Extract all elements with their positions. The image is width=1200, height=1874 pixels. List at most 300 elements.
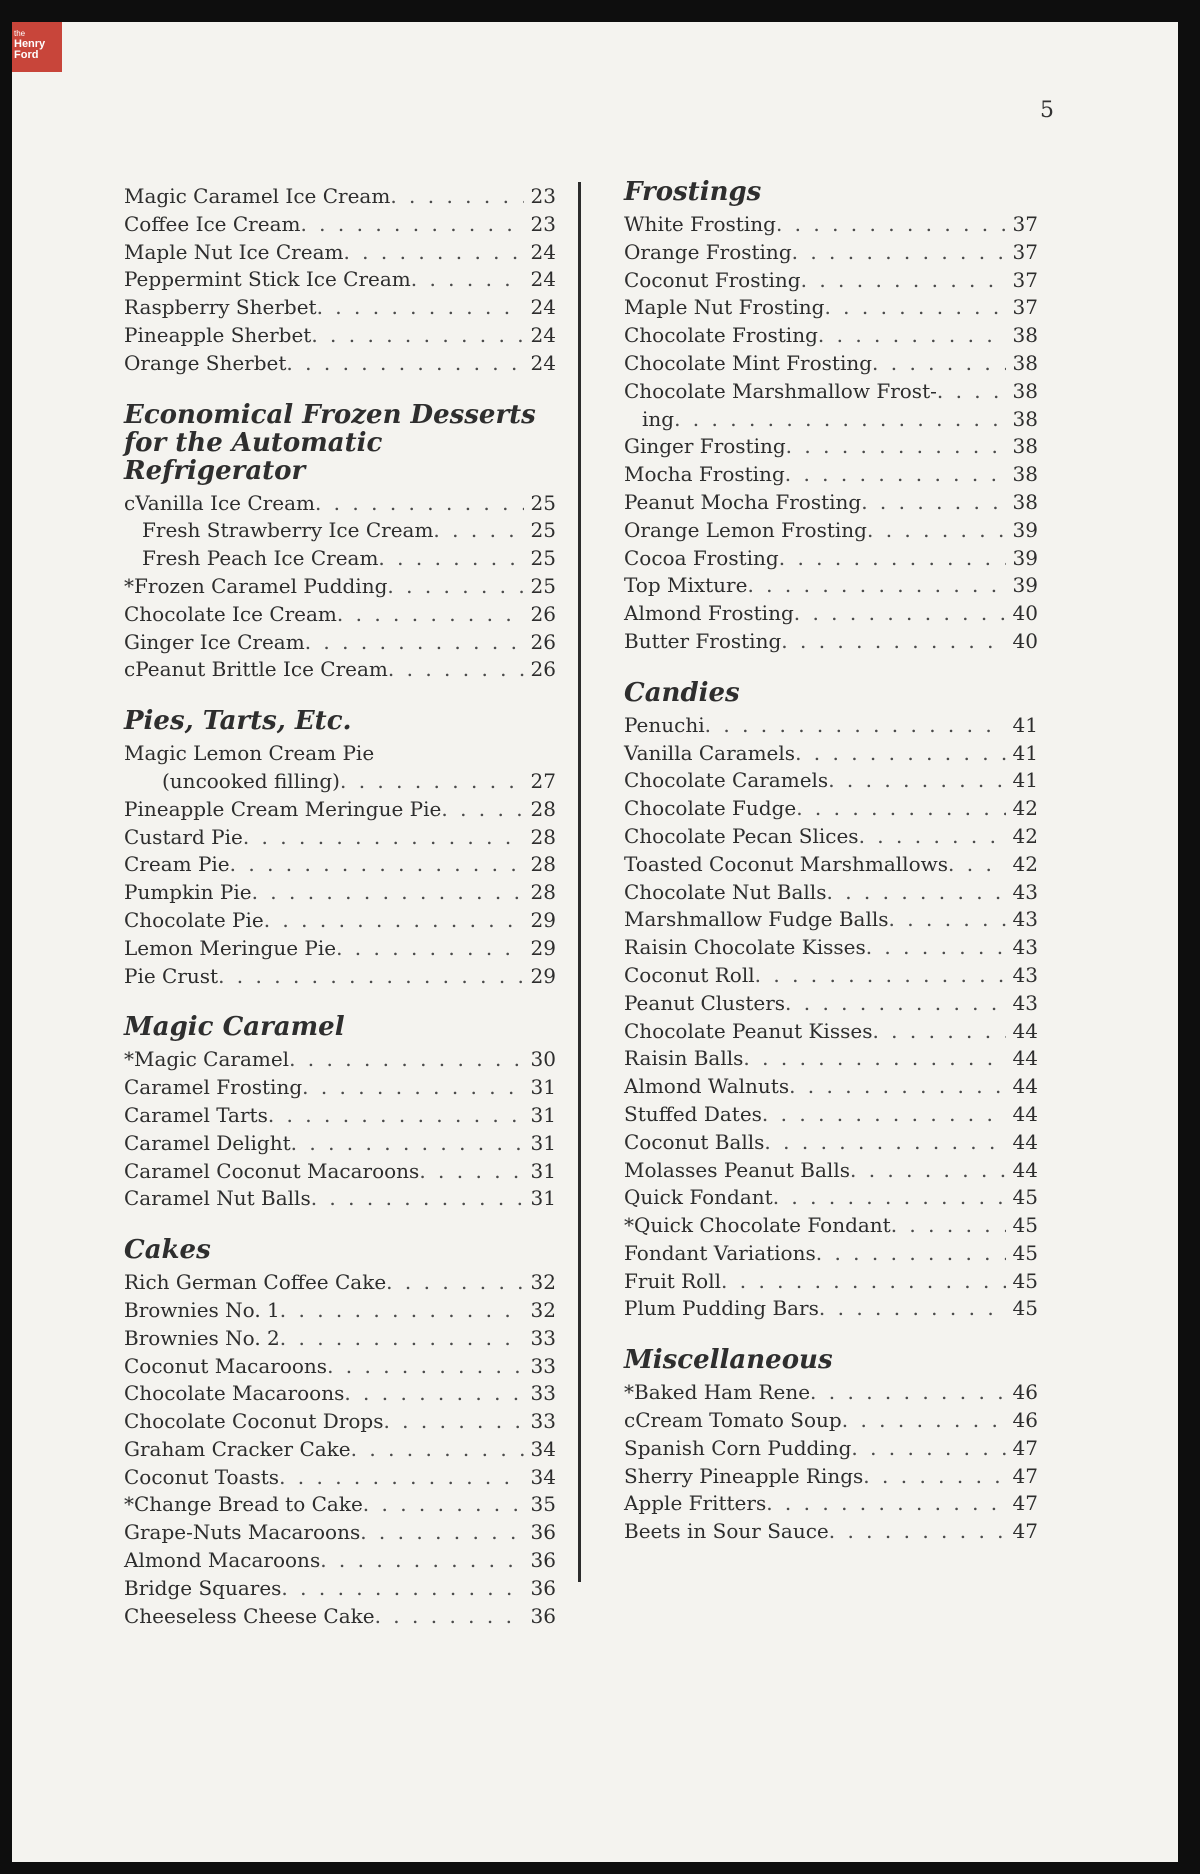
entry-page-number: 45 bbox=[1012, 1213, 1038, 1238]
toc-entry bbox=[624, 907, 1038, 935]
entry-page-number: 31 bbox=[530, 1102, 556, 1127]
toc-entry bbox=[624, 1269, 1038, 1297]
dot-leader bbox=[828, 768, 1006, 792]
entry-title: White Frosting bbox=[624, 212, 776, 236]
entry-title: Chocolate Mint Frosting bbox=[624, 350, 873, 375]
entry-title: Cream Pie bbox=[124, 852, 230, 877]
entry-page-number: 31 bbox=[530, 1075, 556, 1100]
entry-list bbox=[124, 1047, 556, 1214]
toc-entry bbox=[624, 1241, 1038, 1269]
section-intro bbox=[124, 184, 556, 379]
dot-leader bbox=[300, 212, 524, 236]
entry-page-number: 38 bbox=[1012, 350, 1038, 375]
entry-page-number: 25 bbox=[530, 518, 556, 543]
entry-title: Chocolate Fudge bbox=[624, 796, 797, 821]
entry-title: Raisin Balls bbox=[624, 1046, 744, 1071]
dot-leader bbox=[337, 602, 524, 626]
dot-leader bbox=[766, 1491, 1006, 1515]
entry-title: Peanut Clusters bbox=[624, 990, 786, 1015]
entry-page-number: 44 bbox=[1012, 1046, 1038, 1071]
entry-page-number: 47 bbox=[1012, 1491, 1038, 1516]
dot-leader bbox=[826, 880, 1006, 904]
entry-title: Raisin Chocolate Kisses bbox=[624, 935, 866, 960]
entry-page-number: 43 bbox=[1012, 990, 1038, 1015]
entry-title: Sherry Pineapple Rings bbox=[624, 1463, 864, 1488]
dot-leader bbox=[796, 796, 1006, 820]
entry-page-number: 46 bbox=[1012, 1408, 1038, 1433]
dot-leader bbox=[851, 1436, 1006, 1460]
section-cakes bbox=[124, 1236, 556, 1631]
entry-page-number: 38 bbox=[1012, 489, 1038, 514]
entry-title: Pineapple Cream Meringue Pie bbox=[124, 796, 442, 821]
entry-page-number: 34 bbox=[530, 1436, 556, 1461]
toc-entry bbox=[624, 1464, 1038, 1492]
toc-entry bbox=[624, 935, 1038, 963]
entry-page-number: 24 bbox=[530, 295, 556, 320]
entry-title: Fondant Variations bbox=[624, 1240, 816, 1265]
dot-leader bbox=[419, 1159, 524, 1183]
entry-page-number: 44 bbox=[1012, 1074, 1038, 1099]
dot-leader bbox=[387, 574, 524, 598]
entry-page-number: 24 bbox=[530, 267, 556, 292]
toc-entry bbox=[124, 630, 556, 658]
entry-title: *Frozen Caramel Pudding bbox=[124, 573, 388, 598]
entry-title: Toasted Coconut Marshmallows bbox=[624, 851, 949, 876]
entry-page-number: 45 bbox=[1012, 1240, 1038, 1265]
toc-entry bbox=[624, 741, 1038, 769]
section-heading: Candies bbox=[624, 677, 740, 708]
dot-leader bbox=[311, 323, 524, 347]
toc-entry bbox=[624, 880, 1038, 908]
dot-leader bbox=[336, 936, 524, 960]
entry-title: Chocolate Macaroons bbox=[124, 1381, 345, 1406]
dot-leader bbox=[375, 1604, 524, 1628]
entry-page-number: 43 bbox=[1012, 935, 1038, 960]
toc-entry bbox=[124, 1604, 556, 1632]
toc-entry bbox=[124, 880, 556, 908]
dot-leader bbox=[343, 240, 524, 264]
entry-page-number: 32 bbox=[530, 1297, 556, 1322]
toc-entry bbox=[124, 574, 556, 602]
toc-entry bbox=[124, 1437, 556, 1465]
entry-page-number: 31 bbox=[530, 1186, 556, 1211]
toc-entry bbox=[124, 936, 556, 964]
toc-entry bbox=[624, 824, 1038, 852]
dot-leader bbox=[863, 1464, 1006, 1488]
section-candies bbox=[624, 679, 1038, 1325]
dot-leader bbox=[872, 1019, 1006, 1043]
toc-entry bbox=[624, 1519, 1038, 1547]
entry-title: Cheeseless Cheese Cake bbox=[124, 1603, 375, 1628]
entry-page-number: 44 bbox=[1012, 1129, 1038, 1154]
dot-leader bbox=[302, 1075, 524, 1099]
entry-page-number: 34 bbox=[530, 1464, 556, 1489]
entry-title: Penuchi bbox=[624, 712, 705, 737]
dot-leader bbox=[433, 518, 524, 542]
entry-title: *Baked Ham Rene bbox=[624, 1380, 811, 1405]
entry-title: Coconut Roll bbox=[624, 962, 755, 987]
entry-title: Vanilla Caramels bbox=[624, 740, 796, 765]
toc-entry bbox=[124, 797, 556, 825]
toc-entry bbox=[124, 1548, 556, 1576]
entry-page-number: 41 bbox=[1012, 712, 1038, 737]
toc-entry bbox=[124, 295, 556, 323]
dot-leader bbox=[351, 1437, 524, 1461]
entry-title: Mocha Frosting bbox=[624, 462, 785, 487]
dot-leader bbox=[252, 880, 524, 904]
entry-title: Spanish Corn Pudding bbox=[624, 1435, 852, 1460]
dot-leader bbox=[866, 935, 1006, 959]
dot-leader bbox=[383, 1409, 524, 1433]
toc-entry bbox=[124, 1576, 556, 1604]
toc-entry bbox=[124, 741, 556, 769]
section-miscellaneous bbox=[624, 1346, 1038, 1547]
dot-leader bbox=[789, 1074, 1006, 1098]
entry-page-number: 38 bbox=[1012, 378, 1038, 403]
entry-page-number: 38 bbox=[1012, 406, 1038, 431]
entry-page-number: 40 bbox=[1012, 628, 1038, 653]
toc-entry bbox=[124, 1409, 556, 1437]
entry-title: Caramel Coconut Macaroons bbox=[124, 1158, 420, 1183]
entry-title: cCream Tomato Soup bbox=[624, 1408, 842, 1433]
toc-entry bbox=[624, 629, 1038, 657]
toc-entry bbox=[624, 1102, 1038, 1130]
dot-leader bbox=[810, 1380, 1006, 1404]
entry-page-number: 36 bbox=[530, 1603, 556, 1628]
dot-leader bbox=[674, 407, 1006, 431]
toc-entry bbox=[624, 1296, 1038, 1324]
dot-leader bbox=[816, 1241, 1006, 1265]
dot-leader bbox=[818, 323, 1006, 347]
dot-leader bbox=[764, 1130, 1006, 1154]
entry-page-number: 42 bbox=[1012, 823, 1038, 848]
dot-leader bbox=[872, 351, 1006, 375]
entry-page-number: 23 bbox=[530, 184, 556, 208]
entry-page-number: 38 bbox=[1012, 462, 1038, 487]
toc-entry bbox=[624, 573, 1038, 601]
dot-leader bbox=[792, 240, 1006, 264]
entry-page-number: 33 bbox=[530, 1353, 556, 1378]
dot-leader bbox=[218, 964, 524, 988]
entry-page-number: 25 bbox=[530, 490, 556, 515]
toc-entry bbox=[624, 768, 1038, 796]
entry-page-number: 43 bbox=[1012, 962, 1038, 987]
dot-leader bbox=[291, 1131, 524, 1155]
entry-title: Coconut Macaroons bbox=[124, 1353, 328, 1378]
entry-title: Ginger Ice Cream bbox=[124, 629, 305, 654]
toc-entry bbox=[124, 769, 556, 797]
entry-page-number: 32 bbox=[530, 1270, 556, 1295]
entry-page-number: 37 bbox=[1012, 267, 1038, 292]
entry-title: Magic Caramel Ice Cream bbox=[124, 184, 391, 208]
entry-page-number: 33 bbox=[530, 1325, 556, 1350]
section-magic-caramel bbox=[124, 1013, 556, 1214]
dot-leader bbox=[441, 797, 524, 821]
toc-entry bbox=[124, 964, 556, 992]
entry-title: Fresh Strawberry Ice Cream bbox=[142, 518, 434, 543]
entry-title: Orange Frosting bbox=[624, 239, 792, 264]
dot-leader bbox=[795, 741, 1006, 765]
entry-page-number: 26 bbox=[530, 601, 556, 626]
entry-title: Brownies No. 1 bbox=[124, 1297, 280, 1322]
entry-title: Almond Macaroons bbox=[124, 1548, 321, 1573]
entry-page-number: 44 bbox=[1012, 1101, 1038, 1126]
dot-leader bbox=[289, 1047, 524, 1071]
toc-entry bbox=[624, 434, 1038, 462]
toc-entry bbox=[124, 323, 556, 351]
toc-entry bbox=[624, 1380, 1038, 1408]
henry-ford-logo: the Henry Ford bbox=[12, 22, 62, 72]
entry-page-number: 44 bbox=[1012, 1157, 1038, 1182]
entry-title: Fruit Roll bbox=[624, 1268, 722, 1293]
dot-leader bbox=[230, 852, 524, 876]
entry-page-number: 39 bbox=[1012, 545, 1038, 570]
toc-entry bbox=[624, 1046, 1038, 1074]
entry-page-number: 27 bbox=[530, 768, 556, 793]
entry-title: Stuffed Dates bbox=[624, 1101, 762, 1126]
dot-leader bbox=[781, 629, 1006, 653]
entry-title: Quick Fondant bbox=[624, 1185, 773, 1210]
entry-title: Fresh Peach Ice Cream bbox=[142, 546, 379, 571]
entry-title: Cocoa Frosting bbox=[624, 545, 779, 570]
toc-entry bbox=[624, 268, 1038, 296]
entry-page-number: 28 bbox=[530, 824, 556, 849]
section-pies-tarts-etc bbox=[124, 707, 556, 991]
entry-page-number: 28 bbox=[530, 880, 556, 905]
toc-entry bbox=[624, 1436, 1038, 1464]
toc-entry bbox=[124, 852, 556, 880]
toc-entry bbox=[624, 991, 1038, 1019]
toc-entry bbox=[624, 1491, 1038, 1519]
toc-entry bbox=[624, 1074, 1038, 1102]
dot-leader bbox=[305, 630, 524, 654]
entry-title: Maple Nut Ice Cream bbox=[124, 239, 344, 264]
entry-title: Chocolate Frosting bbox=[624, 323, 818, 348]
entry-title: Coffee Ice Cream bbox=[124, 211, 301, 236]
entry-page-number: 47 bbox=[1012, 1463, 1038, 1488]
toc-entry bbox=[624, 462, 1038, 490]
entry-page-number: 23 bbox=[530, 211, 556, 236]
toc-entry bbox=[124, 1131, 556, 1159]
entry-title: Coconut Balls bbox=[624, 1129, 765, 1154]
entry-page-number: 36 bbox=[530, 1575, 556, 1600]
dot-leader bbox=[786, 434, 1006, 458]
dot-leader bbox=[363, 1492, 524, 1516]
dot-leader bbox=[794, 601, 1006, 625]
entry-page-number: 25 bbox=[530, 573, 556, 598]
dot-leader bbox=[776, 212, 1006, 236]
section-economical-frozen-desserts-for-the-automatic-refrigerator bbox=[124, 401, 556, 686]
dot-leader bbox=[859, 824, 1006, 848]
entry-title: Caramel Nut Balls bbox=[124, 1186, 311, 1211]
entry-title: Butter Frosting bbox=[624, 628, 782, 653]
entry-page-number: 47 bbox=[1012, 1435, 1038, 1460]
entry-page-number: 38 bbox=[1012, 323, 1038, 348]
entry-page-number: 39 bbox=[1012, 573, 1038, 598]
toc-entry bbox=[124, 1103, 556, 1131]
entry-title: Bridge Squares bbox=[124, 1575, 282, 1600]
entry-title: Chocolate Peanut Kisses bbox=[624, 1018, 873, 1043]
entry-title: Caramel Tarts bbox=[124, 1102, 268, 1127]
entry-page-number: 24 bbox=[530, 322, 556, 347]
entry-page-number: 42 bbox=[1012, 796, 1038, 821]
entry-title: ing bbox=[642, 406, 675, 431]
section-heading: Magic Caramel bbox=[124, 1012, 345, 1043]
entry-list bbox=[624, 212, 1038, 657]
dot-leader bbox=[801, 268, 1006, 292]
dot-leader bbox=[829, 1519, 1006, 1543]
dot-leader bbox=[268, 1103, 524, 1127]
toc-entry bbox=[624, 323, 1038, 351]
entry-page-number: 43 bbox=[1012, 907, 1038, 932]
dot-leader bbox=[948, 852, 1006, 876]
entry-title: Plum Pudding Bars bbox=[624, 1296, 819, 1321]
entry-page-number: 45 bbox=[1012, 1296, 1038, 1321]
toc-entry bbox=[624, 240, 1038, 268]
entry-list bbox=[624, 713, 1038, 1325]
toc-entry bbox=[124, 1186, 556, 1214]
toc-entry bbox=[124, 1159, 556, 1187]
entry-title: Chocolate Ice Cream bbox=[124, 601, 337, 626]
entry-title: Chocolate Nut Balls bbox=[624, 879, 827, 904]
section-heading: Miscellaneous bbox=[624, 1345, 833, 1376]
dot-leader bbox=[390, 184, 524, 208]
dot-leader bbox=[785, 462, 1006, 486]
toc-entry bbox=[624, 1158, 1038, 1186]
entry-title: Apple Fritters bbox=[624, 1491, 767, 1516]
entry-title: Caramel Frosting bbox=[124, 1075, 303, 1100]
toc-entry bbox=[124, 267, 556, 295]
entry-page-number: 44 bbox=[1012, 1018, 1038, 1043]
entry-page-number: 24 bbox=[530, 239, 556, 264]
entry-page-number: 31 bbox=[530, 1130, 556, 1155]
entry-page-number: 37 bbox=[1012, 212, 1038, 236]
entry-page-number: 26 bbox=[530, 629, 556, 654]
entry-page-number: 38 bbox=[1012, 434, 1038, 459]
dot-leader bbox=[280, 1298, 524, 1322]
entry-page-number: 29 bbox=[530, 963, 556, 988]
dot-leader bbox=[891, 1213, 1006, 1237]
toc-entry bbox=[124, 240, 556, 268]
toc-entry bbox=[624, 1185, 1038, 1213]
entry-title: Ginger Frosting bbox=[624, 434, 786, 459]
toc-entry bbox=[624, 963, 1038, 991]
toc-entry bbox=[624, 1408, 1038, 1436]
dot-leader bbox=[889, 907, 1006, 931]
entry-page-number: 35 bbox=[530, 1492, 556, 1517]
dot-leader bbox=[842, 1408, 1006, 1432]
entry-title: Pumpkin Pie bbox=[124, 880, 252, 905]
dot-leader bbox=[320, 1548, 524, 1572]
dot-leader bbox=[344, 1381, 524, 1405]
entry-page-number: 45 bbox=[1012, 1268, 1038, 1293]
entry-page-number: 40 bbox=[1012, 601, 1038, 626]
entry-page-number: 41 bbox=[1012, 740, 1038, 765]
dot-leader bbox=[315, 491, 524, 515]
dot-leader bbox=[705, 713, 1006, 737]
entry-page-number: 24 bbox=[530, 350, 556, 375]
entry-page-number: 46 bbox=[1012, 1380, 1038, 1405]
toc-entry bbox=[624, 351, 1038, 379]
entry-page-number: 25 bbox=[530, 546, 556, 571]
dot-leader bbox=[747, 573, 1006, 597]
entry-title: Maple Nut Frosting bbox=[624, 295, 825, 320]
entry-list bbox=[124, 1270, 556, 1631]
toc-entry bbox=[624, 295, 1038, 323]
entry-title: Molasses Peanut Balls bbox=[624, 1157, 850, 1182]
toc-entry bbox=[624, 1130, 1038, 1158]
dot-leader bbox=[281, 1576, 524, 1600]
toc-entry bbox=[124, 1047, 556, 1075]
toc-entry bbox=[124, 908, 556, 936]
dot-leader bbox=[388, 657, 524, 681]
entry-title: Chocolate Pecan Slices bbox=[624, 823, 859, 848]
toc-entry bbox=[124, 1492, 556, 1520]
entry-title: Brownies No. 2 bbox=[124, 1325, 280, 1350]
dot-leader bbox=[762, 1102, 1006, 1126]
entry-title: Pie Crust bbox=[124, 963, 219, 988]
dot-leader bbox=[861, 490, 1006, 514]
entry-page-number: 33 bbox=[530, 1409, 556, 1434]
toc-entry bbox=[624, 601, 1038, 629]
dot-leader bbox=[867, 518, 1006, 542]
entry-page-number: 31 bbox=[530, 1158, 556, 1183]
toc-entry bbox=[124, 1298, 556, 1326]
dot-leader bbox=[360, 1520, 524, 1544]
entry-title: Coconut Toasts bbox=[124, 1464, 280, 1489]
dot-leader bbox=[280, 1326, 524, 1350]
entry-title: Chocolate Coconut Drops bbox=[124, 1409, 384, 1434]
section-frostings bbox=[624, 178, 1038, 657]
toc-entry bbox=[624, 212, 1038, 240]
entry-title: Raspberry Sherbet bbox=[124, 295, 317, 320]
entry-title: Orange Sherbet bbox=[124, 350, 287, 375]
entry-page-number: 33 bbox=[530, 1381, 556, 1406]
toc-entry bbox=[124, 351, 556, 379]
entry-list bbox=[124, 491, 556, 686]
dot-leader bbox=[317, 295, 524, 319]
entry-page-number: 29 bbox=[530, 935, 556, 960]
toc-entry bbox=[624, 713, 1038, 741]
entry-title: Almond Walnuts bbox=[624, 1074, 790, 1099]
entry-title: *Magic Caramel bbox=[124, 1047, 290, 1072]
entry-page-number: 43 bbox=[1012, 879, 1038, 904]
entry-page-number: 45 bbox=[1012, 1185, 1038, 1210]
entry-title: Chocolate Marshmallow Frost- bbox=[624, 378, 937, 403]
toc-entry bbox=[624, 1019, 1038, 1047]
toc-entry bbox=[124, 1381, 556, 1409]
entry-page-number: 37 bbox=[1012, 239, 1038, 264]
dot-leader bbox=[264, 908, 524, 932]
entry-title: Rich German Coffee Cake bbox=[124, 1270, 387, 1295]
entry-list bbox=[124, 741, 556, 991]
dot-leader bbox=[243, 825, 524, 849]
dot-leader bbox=[850, 1158, 1006, 1182]
toc-entry bbox=[124, 491, 556, 519]
entry-title: Orange Lemon Frosting bbox=[624, 517, 867, 542]
entry-title: cVanilla Ice Cream bbox=[124, 490, 315, 515]
toc-entry bbox=[124, 602, 556, 630]
entry-title: *Change Bread to Cake bbox=[124, 1492, 363, 1517]
entry-title: cPeanut Brittle Ice Cream bbox=[124, 657, 388, 682]
entry-page-number: 41 bbox=[1012, 768, 1038, 793]
section-heading: Cakes bbox=[124, 1235, 211, 1266]
dot-leader bbox=[743, 1046, 1006, 1070]
toc-entry bbox=[124, 546, 556, 574]
entry-page-number: 36 bbox=[530, 1520, 556, 1545]
entry-page-number: 26 bbox=[530, 657, 556, 682]
entry-title: Grape-Nuts Macaroons bbox=[124, 1520, 361, 1545]
